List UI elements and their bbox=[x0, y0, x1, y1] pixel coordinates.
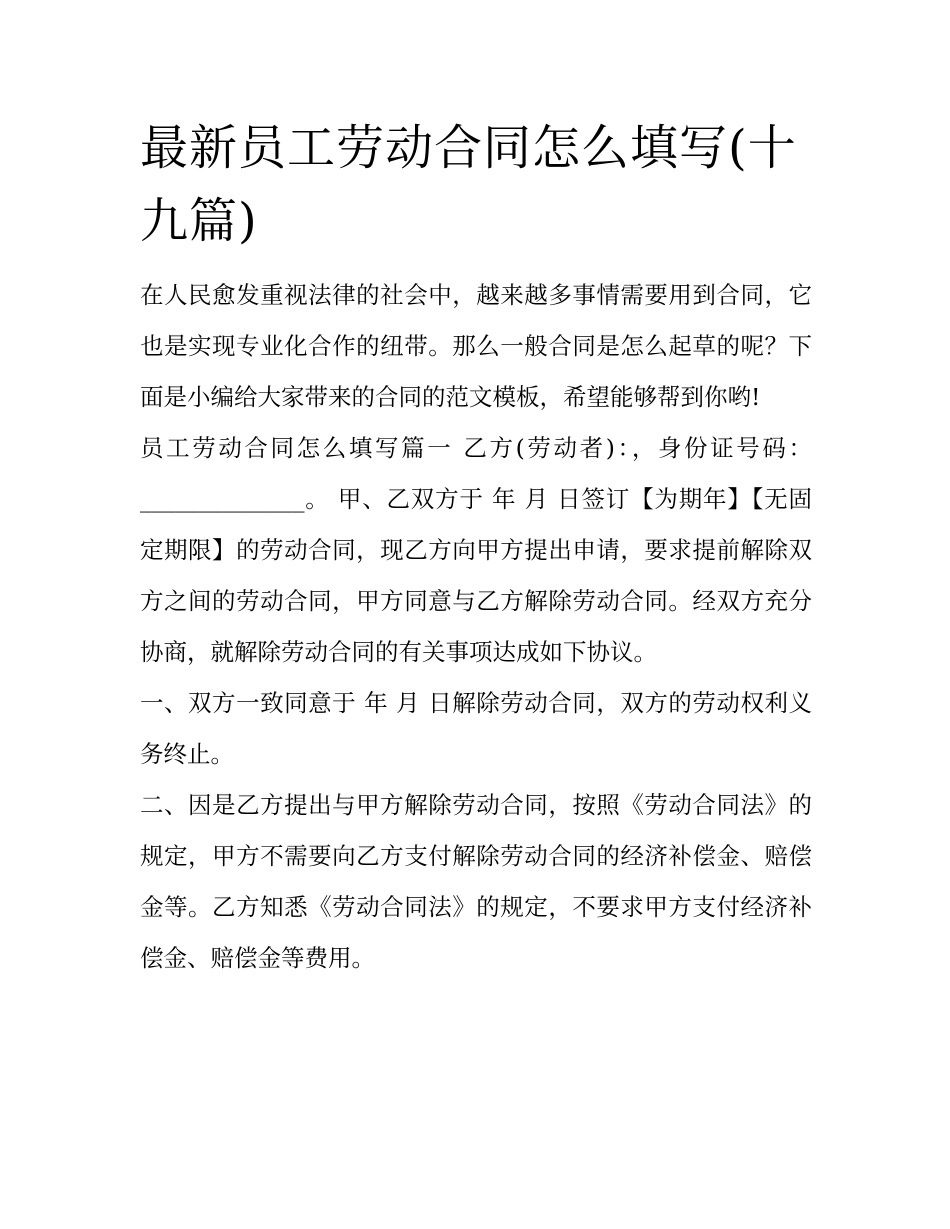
clause-one-paragraph: 一、双方一致同意于 年 月 日解除劳动合同，双方的劳动权利义务终止。 bbox=[140, 689, 812, 768]
intro-paragraph: 在人民愈发重视法律的社会中，越来越多事情需要用到合同，它也是实现专业化合作的纽带。那么一般合同是怎么起草的呢？下面是小编给大家带来的合同的范文模板，希望能够帮到你哟! bbox=[140, 281, 812, 411]
document-body bbox=[140, 112, 812, 984]
clause-two-paragraph: 二、因是乙方提出与甲方解除劳动合同，按照《劳动合同法》的规定，甲方不需要向乙方支付解除劳动合同的经济补偿金、赔偿金等。乙方知悉《劳动合同法》的规定，不要求甲方支付经济补偿金、赔偿金等费用。 bbox=[140, 791, 812, 972]
document-title: 最新员工劳动合同怎么填写(十九篇) bbox=[140, 120, 797, 249]
contract-intro-paragraph: 员工劳动合同怎么填写篇一 乙方(劳动者)：，身份证号码：______________。 甲、乙双方于 年 月 日签订【为期年】【无固定期限】的劳动合同，现乙方向甲方提出申请，要求提前解除双方之间的劳动合同，甲方同意与乙方解除劳动合同。经双方充分协商，就解除劳动合同的有关事项达成如下协议。 bbox=[140, 434, 812, 666]
